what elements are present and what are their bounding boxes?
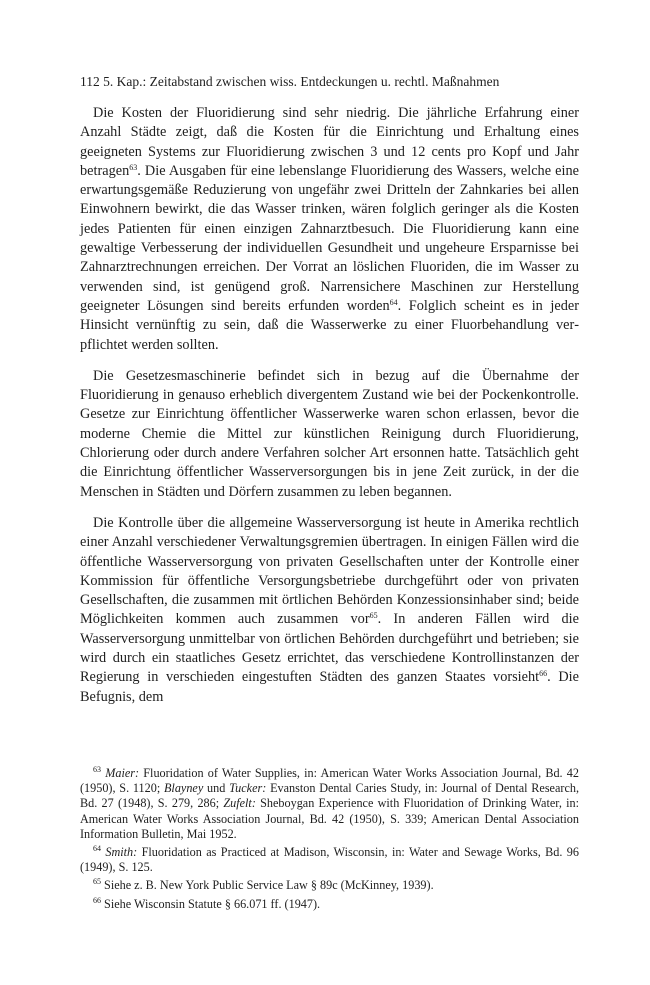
text-run: . In anderen Fällen wird die Wasserversorgung unmittelbar von örtlichen Behörden durchgeführt und betrieben; sie wird durch ein staatliches Gesetz errichtet, das verschiedene Kontrollinstanzen der Regierung in verschieden eingestuften Städten des ganzen Staates vorsieht [80, 611, 579, 686]
footnote-marker: 66 [93, 895, 101, 905]
author-name: Blayney [163, 781, 204, 796]
text-run: Fluoridation as Practiced at Madison, Wisconsin, in: Water and Sewage Works, Bd. 96 (1949), S. 125. [80, 845, 579, 875]
text-run: und [203, 781, 230, 796]
paragraph [80, 104, 579, 355]
author-name: Maier: [105, 766, 140, 780]
footnote [80, 897, 579, 912]
text-run: Fluoridation of Water Supplies, in: American Water Works Association Journal, Bd. 42 (1950), S. 1120; [80, 766, 579, 796]
author-name: Tucker: [229, 781, 267, 796]
text-run: . Die Ausgaben für eine lebenslange Fluoridierung des Wassers, welche eine erwartungsgemäße Reduzierung von ungefähr zwei Dritteln der Zahnkaries bei allen Einwohnern bewirkt, die das Wasser trinken, wären folglich geringer als die Kosten jedes Patienten für einen einzigen Zahnarztbesuch. Die Fluoridierung kann eine gewaltige Verbesserung der individuellen Gesundheit und ungeheure Ersparnisse bei Zahnarztrechnungen erreichen. Der Vorrat an löslichen Fluoriden, die im Wasser zu verwenden sind, ist genügend groß. Narrensichere Maschinen zur Herstellung geeigneter Lösungen sind bereits erfunden worden [80, 162, 579, 314]
text-run: Sheboygan Experience with Fluoridation of Drinking Water, in: American Water Works Association Journal, Bd. 42 (1950), S. 339; American Dental Association Information Bulletin, Mai 1952. [80, 796, 579, 841]
footnote-marker: 64 [389, 297, 398, 307]
author-name: Smith: [105, 845, 138, 860]
text-run: Evanston Dental Caries Study, in: Journal of Dental Research, Bd. 27 (1948), S. 279, 286; [80, 781, 579, 811]
text-run: Siehe z. B. New York Public Service Law § 89c (McKinney, 1939). [101, 878, 434, 893]
text-run: . Die Befugnis, dem [80, 669, 579, 705]
body-text [80, 104, 579, 707]
text-run: Siehe Wisconsin Statute § 66.071 ff. (1947). [101, 896, 321, 911]
author-name: Zufelt: [223, 796, 256, 811]
paragraph [80, 367, 579, 502]
footnote-marker: 64 [93, 844, 101, 854]
footnote-marker: 65 [369, 611, 378, 621]
footnote-marker: 66 [539, 669, 548, 679]
footnote-marker: 63 [129, 162, 138, 172]
paragraph [80, 514, 579, 707]
text-run: Die Kontrolle über die allgemeine Wasserversorgung ist heute in Amerika rechtlich einer Anzahl verschiedener Verwaltungsgremien übertragen. In einigen Fällen wird die öffentliche Wasserversorgung von privaten Gesellschaften unter der Kontrolle einer Kommission für öffentliche Versorgungsbetriebe durchgeführt oder von privaten Gesellschaften, die zusammen mit örtlichen Behörden Konzessionsinhaber sind; beide Möglichkeiten kommen auch zusammen vor [80, 514, 579, 628]
text-run: Die Kosten der Fluoridierung sind sehr niedrig. Die jährliche Erfahrung einer Anzahl Städte zeigt, daß die Kosten für die Einrichtung und Erhaltung eines geeigneten Systems zur Fluoridierung zwischen 3 und 12 cents pro Kopf und Jahr betragen [80, 105, 579, 179]
text-run: . Folglich scheint es in jeder Hinsicht vernünftig zu sein, daß die Wasserwerke zu einer Fluorbehandlung verpflichtet werden sollten. [80, 297, 579, 353]
footnote [80, 766, 579, 842]
footnote-marker: 65 [93, 877, 101, 887]
running-header [80, 73, 580, 91]
text-run: Die Gesetzesmaschinerie befindet sich in bezug auf die Übernahme der Fluoridierung in genauso erheblich divergentem Zustand wie bei der Pockenkontrolle. Gesetze zur Einrichtung öffentlicher Wasserwerke waren schon erlassen, bevor die moderne Chemie die Mittel zur künstlichen Reinigung durch Fluoridierung, Chlorierung oder durch andere Verfahren solcher Art ersonnen hatte. Tatsächlich geht die Einrichtung öffentlicher Wasserversorgungen bis in jene Zeit zurück, in der die Menschen in Städten und Dörfern zusammen zu leben begannen. [80, 367, 579, 500]
footnotes [80, 766, 579, 915]
footnote [80, 878, 579, 893]
footnote [80, 845, 579, 875]
running-title: 5. Kap.: Zeitabstand zwischen wiss. Entdeckungen u. rechtl. Maßnahmen [103, 74, 500, 89]
page-number: 112 [80, 74, 100, 89]
footnote-marker: 63 [93, 765, 101, 774]
